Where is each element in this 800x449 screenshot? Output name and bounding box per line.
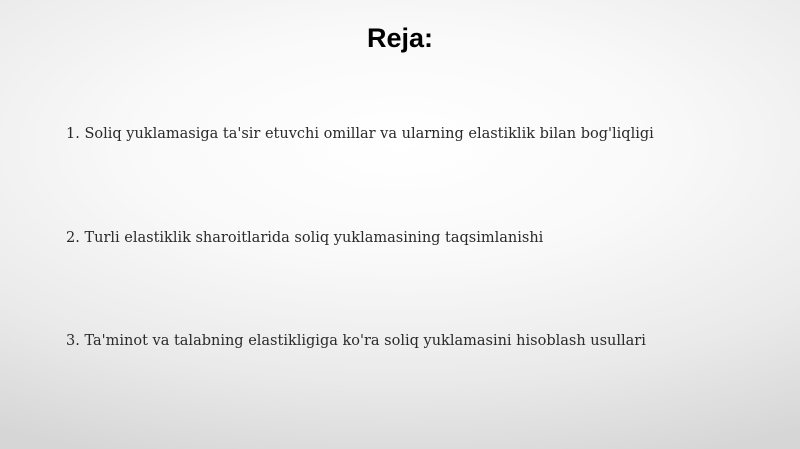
slide-title: Reja:: [366, 23, 434, 53]
plan-item-2: 2. Turli elastiklik sharoitlarida soliq yuklamasining taqsimlanishi: [66, 230, 544, 246]
plan-item-1: 1. Soliq yuklamasiga ta'sir etuvchi omillar va ularning elastiklik bilan bog'liqligi: [66, 126, 654, 142]
plan-item-3: 3. Ta'minot va talabning elastikligiga ko'ra soliq yuklamasini hisoblash usullari: [66, 333, 646, 349]
